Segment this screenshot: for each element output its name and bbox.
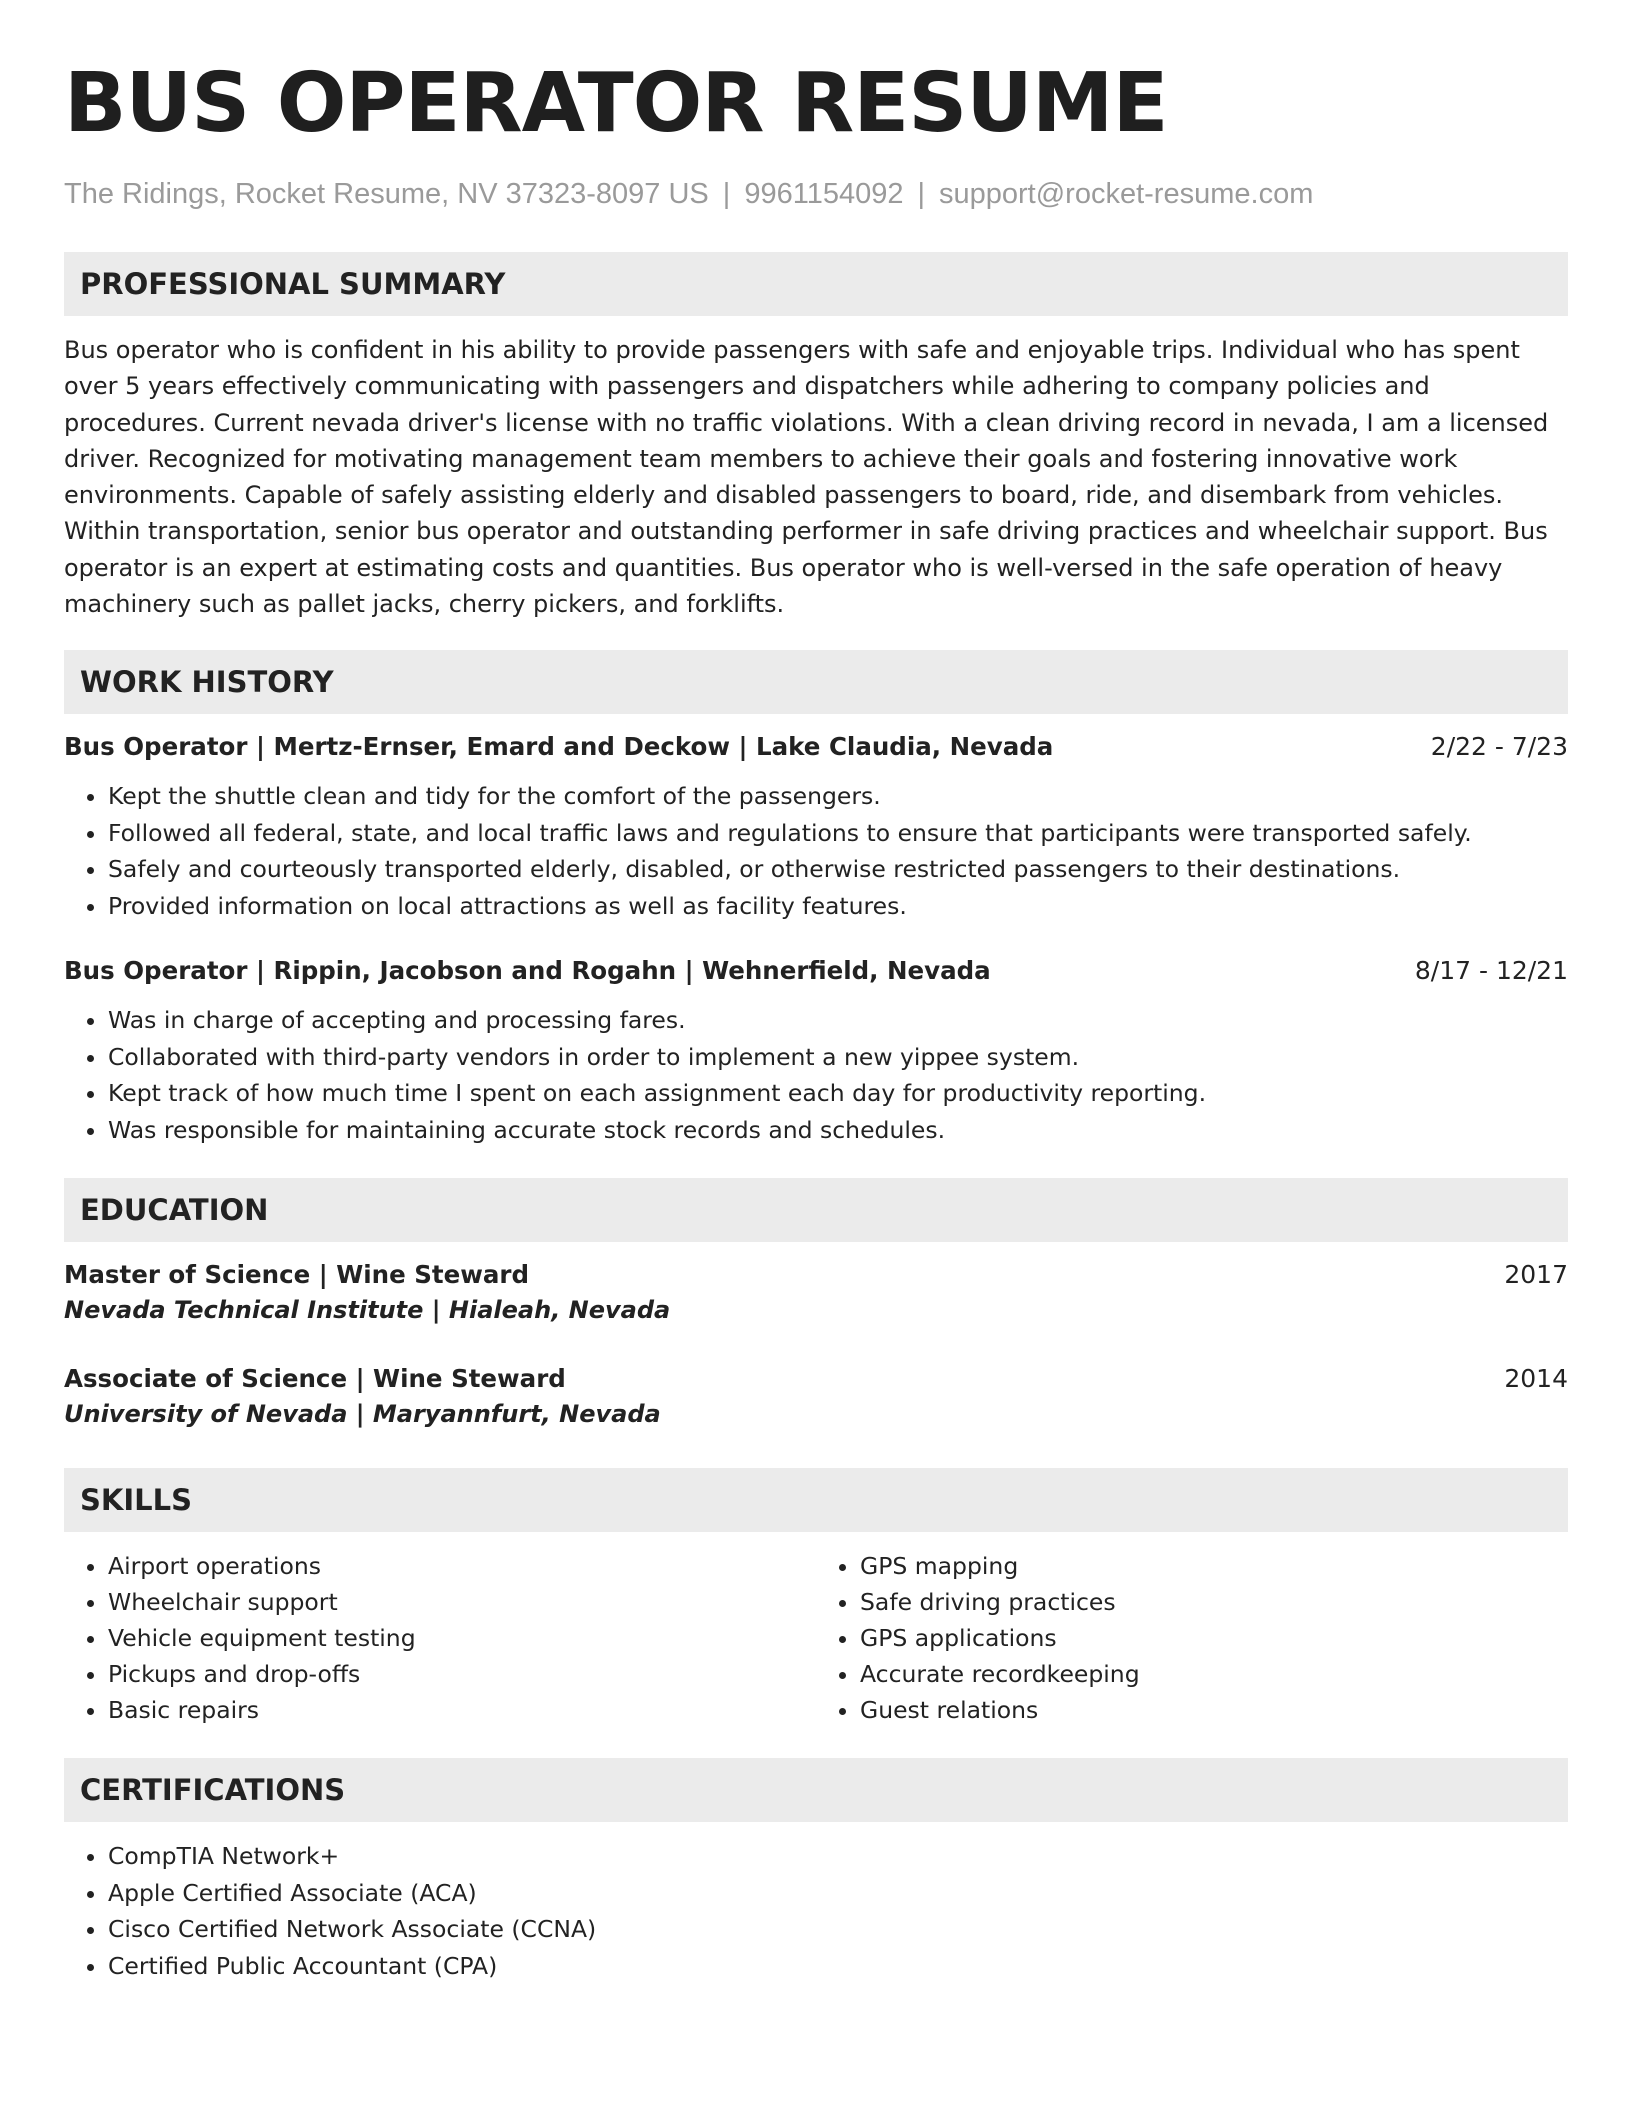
list-item: • Basic repairs: [108, 1692, 816, 1728]
contact-address: The Ridings, Rocket Resume, NV 37323-8097 US: [64, 178, 709, 210]
education-header: [64, 1258, 1568, 1292]
job-bullets: [64, 1002, 1568, 1148]
job-title: Bus Operator | Mertz-Ernser, Emard and Deckow | Lake Claudia, Nevada: [64, 732, 1054, 762]
skills-column-right: [816, 1548, 1568, 1728]
section-header-summary: PROFESSIONAL SUMMARY: [64, 252, 1568, 316]
skills-grid: [64, 1548, 1568, 1728]
list-item: • Collaborated with third-party vendors in order to implement a new yippee system.: [108, 1039, 1568, 1076]
list-item: • Kept the shuttle clean and tidy for the comfort of the passengers.: [108, 778, 1568, 815]
contact-email: support@rocket-resume.com: [939, 178, 1314, 210]
list-item: • GPS mapping: [860, 1548, 1568, 1584]
contact-line: [64, 176, 1568, 212]
contact-separator: |: [917, 178, 926, 210]
job-header: [64, 954, 1568, 988]
list-item: • Accurate recordkeeping: [860, 1656, 1568, 1692]
job-entry: [64, 730, 1568, 924]
education-entry: [64, 1258, 1568, 1328]
list-item: • Provided information on local attractions as well as facility features.: [108, 888, 1568, 925]
resume-title: BUS OPERATOR RESUME: [64, 56, 1168, 151]
section-header-certifications: CERTIFICATIONS: [64, 1758, 1568, 1822]
education-year: 2017: [1504, 1260, 1568, 1290]
job-dates: 8/17 - 12/21: [1414, 956, 1568, 986]
section-header-work-history: WORK HISTORY: [64, 650, 1568, 714]
education-school: Nevada Technical Institute | Hialeah, Nevada: [64, 1296, 671, 1325]
education-entry: [64, 1362, 1568, 1432]
list-item: • Wheelchair support: [108, 1584, 816, 1620]
list-item: • Guest relations: [860, 1692, 1568, 1728]
list-item: • Safely and courteously transported elderly, disabled, or otherwise restricted passengers to their destinations.: [108, 851, 1568, 888]
list-item: • Certified Public Accountant (CPA): [108, 1948, 1568, 1985]
job-entry: [64, 954, 1568, 1148]
list-item: • Was in charge of accepting and processing fares.: [108, 1002, 1568, 1039]
job-title: Bus Operator | Rippin, Jacobson and Rogahn | Wehnerfield, Nevada: [64, 956, 991, 986]
list-item: • Safe driving practices: [860, 1584, 1568, 1620]
education-degree: Associate of Science | Wine Steward: [64, 1364, 566, 1394]
list-item: • GPS applications: [860, 1620, 1568, 1656]
job-header: [64, 730, 1568, 764]
education-year: 2014: [1504, 1364, 1568, 1394]
section-header-education: EDUCATION: [64, 1178, 1568, 1242]
education-school: University of Nevada | Maryannfurt, Nevada: [64, 1400, 661, 1429]
contact-separator: |: [722, 178, 731, 210]
list-item: • Was responsible for maintaining accurate stock records and schedules.: [108, 1112, 1568, 1149]
certifications-list: [64, 1838, 1568, 1984]
contact-phone: 9961154092: [744, 178, 904, 210]
list-item: • Kept track of how much time I spent on each assignment each day for productivity reporting.: [108, 1075, 1568, 1112]
list-item: • Cisco Certified Network Associate (CCNA): [108, 1911, 1568, 1948]
education-degree: Master of Science | Wine Steward: [64, 1260, 529, 1290]
list-item: • Airport operations: [108, 1548, 816, 1584]
job-bullets: [64, 778, 1568, 924]
summary-text: Bus operator who is confident in his ability to provide passengers with safe and enjoyable trips. Individual who has spent over 5 years effectively communicating with passengers and dispatchers while adhering to company policies and procedures. Current nevada driver's license with no traffic violations. With a clean driving record in nevada, I am a licensed driver. Recognized for motivating management team members to achieve their goals and fostering innovative work environments. Capable of safely assisting elderly and disabled passengers to board, ride, and disembark from vehicles. Within transportation, senior bus operator and outstanding performer in safe driving practices and wheelchair support. Bus operator is an expert at estimating costs and quantities. Bus operator who is well-versed in the safe operation of heavy machinery such as pallet jacks, cherry pickers, and forklifts.: [64, 336, 1549, 619]
list-item: • Followed all federal, state, and local traffic laws and regulations to ensure that participants were transported safely.: [108, 815, 1568, 852]
education-header: [64, 1362, 1568, 1396]
list-item: • Vehicle equipment testing: [108, 1620, 816, 1656]
list-item: • Apple Certified Associate (ACA): [108, 1875, 1568, 1912]
skills-column-left: [64, 1548, 816, 1728]
list-item: • CompTIA Network+: [108, 1838, 1568, 1875]
section-header-skills: SKILLS: [64, 1468, 1568, 1532]
list-item: • Pickups and drop-offs: [108, 1656, 816, 1692]
job-dates: 2/22 - 7/23: [1430, 732, 1568, 762]
